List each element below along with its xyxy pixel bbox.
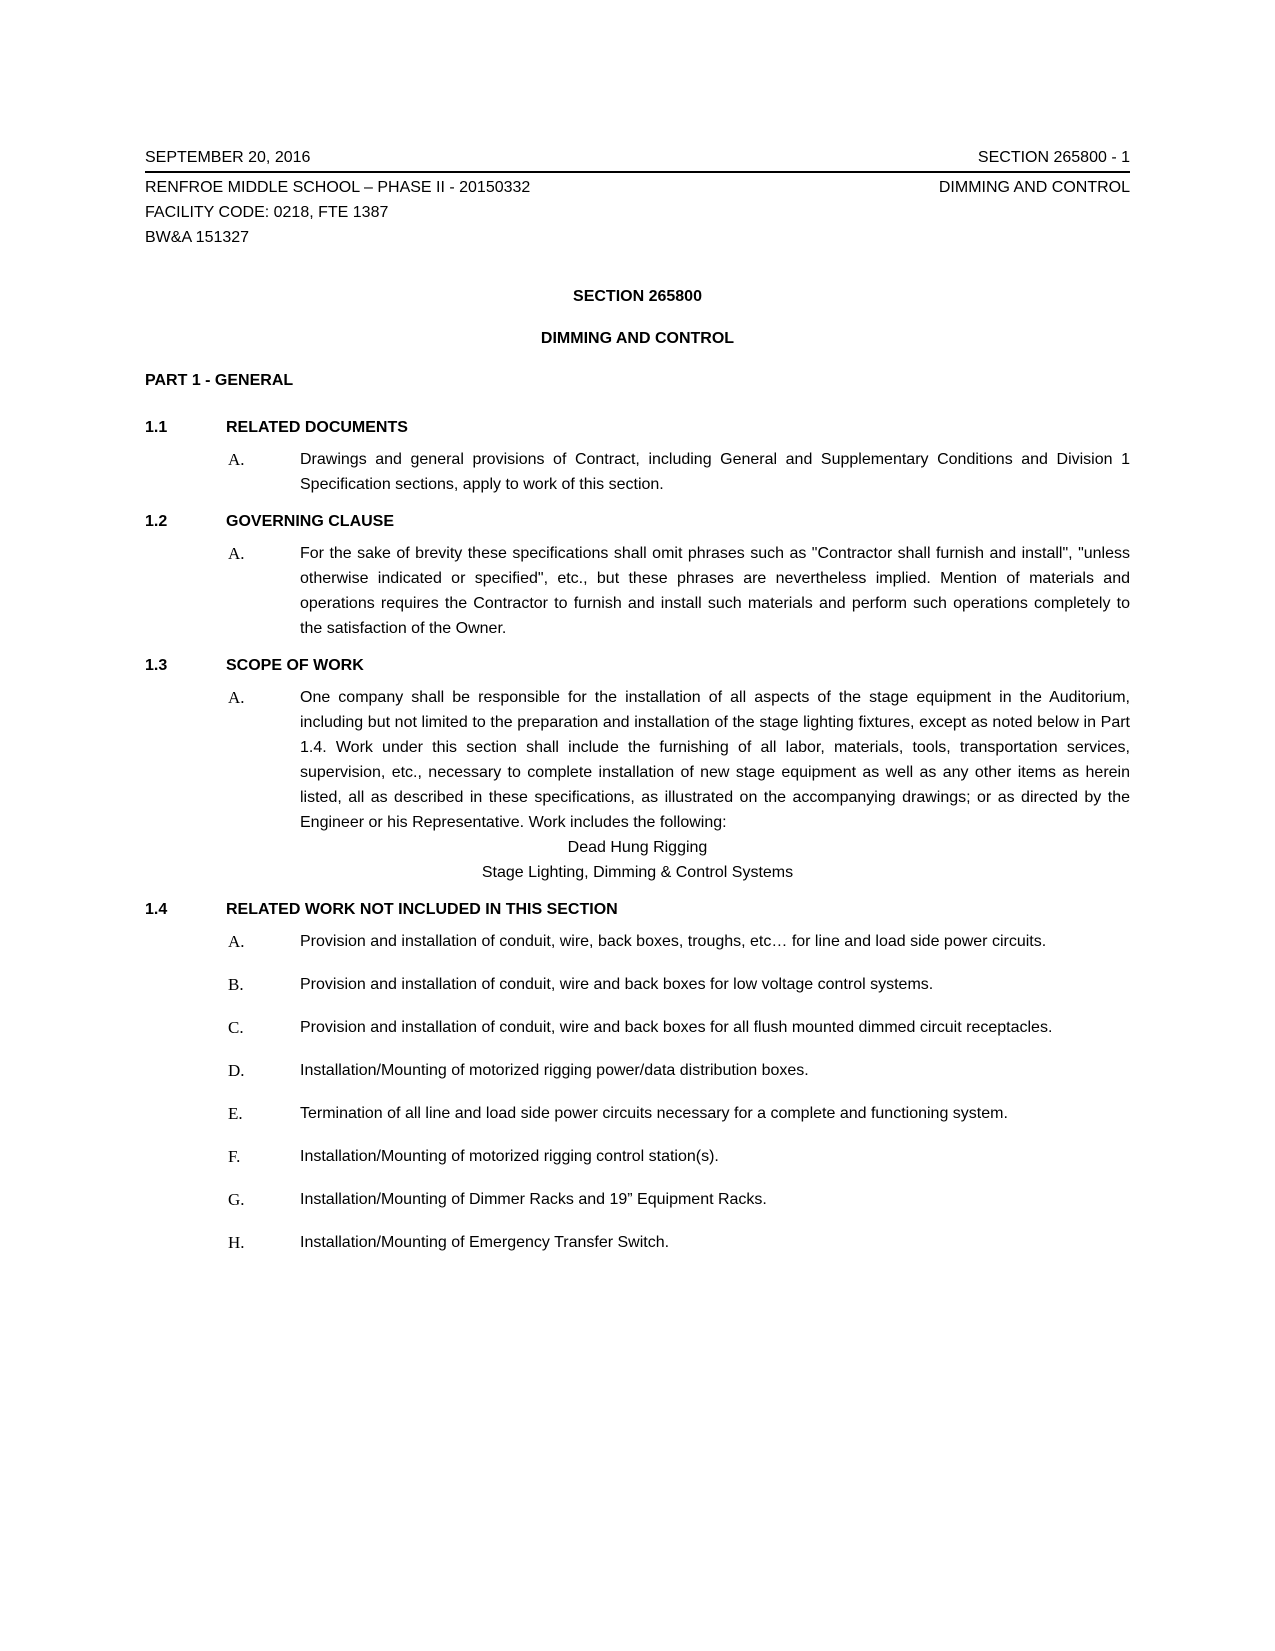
header-row-3 (145, 200, 1130, 225)
list-item-letter: A. (228, 932, 245, 951)
list-item (145, 1230, 1130, 1255)
list-item-letter: B. (228, 975, 244, 994)
list-item-letter: A. (228, 688, 245, 707)
list-item-text: Provision and installation of conduit, wire and back boxes for low voltage control systems. (300, 976, 934, 993)
list-item-text: Installation/Mounting of Dimmer Racks and 19” Equipment Racks. (300, 1191, 767, 1208)
list-item-text: Installation/Mounting of Emergency Transfer Switch. (300, 1234, 670, 1251)
list-item-text: Installation/Mounting of motorized rigging control station(s). (300, 1148, 719, 1165)
section-1-4 (145, 897, 1130, 1255)
header-row-2 (145, 175, 1130, 200)
section-number: 1.1 (145, 419, 168, 436)
list-item (145, 1187, 1130, 1212)
work-included-line: Stage Lighting, Dimming & Control Systems (481, 864, 794, 881)
list-item-text: One company shall be responsible for the installation of all aspects of the stage equipment in the Auditorium, including but not limited to the preparation and installation of the stage lighting fixtures, except as noted below in Part 1.4. Work under this section shall include the furnishing of all labor, materials, tools, transportation services, supervision, etc., necessary to complete installation of new stage equipment as well as any other items as herein listed, all as described in these specifications, as illustrated on the accompanying drawings; or as directed by the Engineer or his Representative. Work includes the following: (300, 689, 1130, 831)
list-item (145, 1101, 1130, 1126)
section-1-2 (145, 509, 1130, 641)
section-heading: SCOPE OF WORK (226, 657, 364, 674)
list-item-text: Provision and installation of conduit, wire and back boxes for all flush mounted dimmed circuit receptacles. (300, 1019, 1053, 1036)
list-item (145, 541, 1130, 641)
list-item-text: Provision and installation of conduit, wire, back boxes, troughs, etc… for line and load side power circuits. (300, 933, 1047, 950)
list-item (145, 1058, 1130, 1083)
list-item-letter: G. (228, 1190, 245, 1209)
document-header (145, 145, 1130, 250)
header-page-number: SECTION 265800 - 1 (977, 149, 1130, 166)
work-included-line: Dead Hung Rigging (567, 839, 708, 856)
header-date: SEPTEMBER 20, 2016 (145, 149, 311, 166)
list-item-text: Installation/Mounting of motorized rigging power/data distribution boxes. (300, 1062, 809, 1079)
list-item-letter: E. (228, 1104, 243, 1123)
list-item-letter: D. (228, 1061, 245, 1080)
header-project-name: RENFROE MIDDLE SCHOOL – PHASE II - 20150332 (145, 179, 531, 196)
section-heading: RELATED DOCUMENTS (226, 419, 408, 436)
section-number: 1.4 (145, 901, 168, 918)
section-heading: RELATED WORK NOT INCLUDED IN THIS SECTION (226, 901, 618, 918)
header-row-4 (145, 225, 1130, 250)
list-item-letter: F. (228, 1147, 241, 1166)
list-item (145, 685, 1130, 835)
header-facility-code: FACILITY CODE: 0218, FTE 1387 (145, 204, 389, 221)
section-heading-row (145, 653, 1130, 678)
list-item-letter: A. (228, 450, 245, 469)
list-item (145, 972, 1130, 997)
list-item-text: For the sake of brevity these specifications shall omit phrases such as "Contractor shall furnish and install", "unless otherwise indicated or specified", etc., but these phrases are nevertheless implied. Mention of materials and operations requires the Contractor to furnish and install such materials and perform such operations completely to the satisfaction of the Owner. (300, 545, 1130, 637)
section-1-3 (145, 653, 1130, 885)
list-item-text: Drawings and general provisions of Contract, including General and Supplementary Conditions and Division 1 Specification sections, apply to work of this section. (300, 451, 1130, 493)
list-item (145, 929, 1130, 954)
section-number: 1.2 (145, 513, 168, 530)
header-project-number: BW&A 151327 (145, 229, 250, 246)
section-1-1 (145, 415, 1130, 497)
list-item-text: Termination of all line and load side power circuits necessary for a complete and functioning system. (300, 1105, 1008, 1122)
header-row-1 (145, 145, 1130, 173)
section-heading-row (145, 415, 1130, 440)
document-title-section: SECTION 265800 (573, 288, 702, 305)
list-item-letter: H. (228, 1233, 245, 1252)
list-item (145, 1144, 1130, 1169)
section-heading-row (145, 509, 1130, 534)
list-item (145, 1015, 1130, 1040)
header-section-name: DIMMING AND CONTROL (938, 179, 1130, 196)
list-item-letter: C. (228, 1018, 244, 1037)
document-title-name: DIMMING AND CONTROL (540, 330, 735, 347)
section-heading-row (145, 897, 1130, 922)
section-number: 1.3 (145, 657, 168, 674)
list-item-letter: A. (228, 544, 245, 563)
list-item (145, 447, 1130, 497)
part-heading: PART 1 - GENERAL (145, 372, 294, 389)
section-heading: GOVERNING CLAUSE (226, 513, 395, 530)
